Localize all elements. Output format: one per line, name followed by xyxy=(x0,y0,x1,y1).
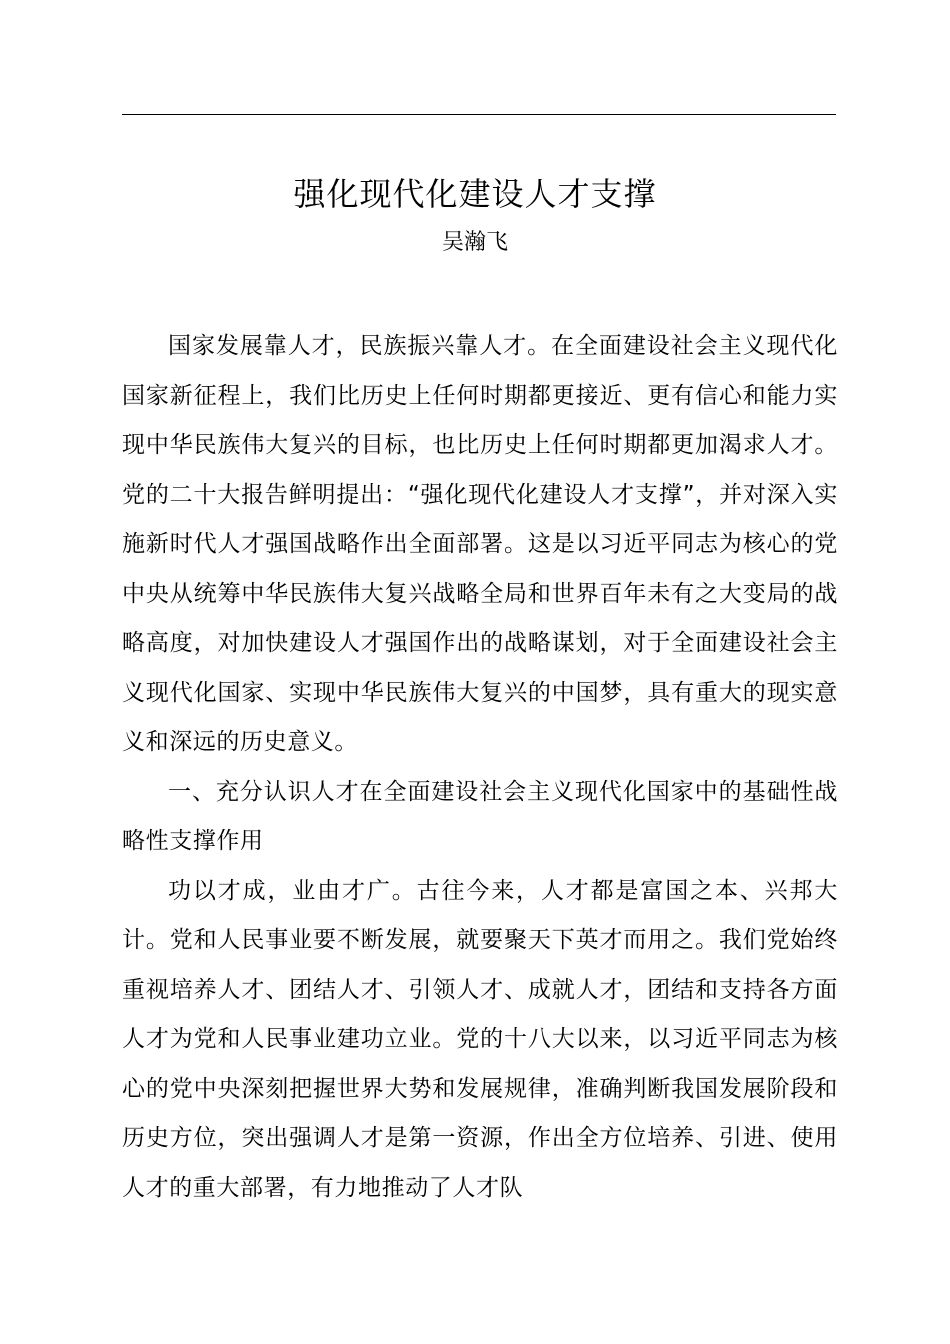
section-heading-1: 一、充分认识人才在全面建设社会主义现代化国家中的基础性战略性支撑作用 xyxy=(122,778,838,854)
document-title: 强化现代化建设人才支撑 xyxy=(293,175,657,213)
document-body xyxy=(122,322,838,1213)
document-author: 吴瀚飞 xyxy=(441,230,508,255)
paragraph-section-1: 功以才成，业由才广。古往今来，人才都是富国之本、兴邦大计。党和人民事业要不断发展，就要聚天下英才而用之。我们党始终重视培养人才、团结人才、引领人才、成就人才，团结和支持各方面人才为党和人民事业建功立业。党的十八大以来，以习近平同志为核心的党中央深刻把握世界大势和发展规律，准确判断我国发展阶段和历史方位，突出强调人才是第一资源，作出全方位培养、引进、使用人才的重大部署，有力地推动了人才队 xyxy=(122,877,838,1201)
header-rule xyxy=(122,114,836,115)
paragraph-intro: 国家发展靠人才，民族振兴靠人才。在全面建设社会主义现代化国家新征程上，我们比历史上任何时期都更接近、更有信心和能力实现中华民族伟大复兴的目标，也比历史上任何时期都更加渴求人才。党的二十大报告鲜明提出：“强化现代化建设人才支撑”，并对深入实施新时代人才强国战略作出全面部署。这是以习近平同志为核心的党中央从统筹中华民族伟大复兴战略全局和世界百年未有之大变局的战略高度，对加快建设人才强国作出的战略谋划，对于全面建设社会主义现代化国家、实现中华民族伟大复兴的中国梦，具有重大的现实意义和深远的历史意义。 xyxy=(122,333,838,755)
